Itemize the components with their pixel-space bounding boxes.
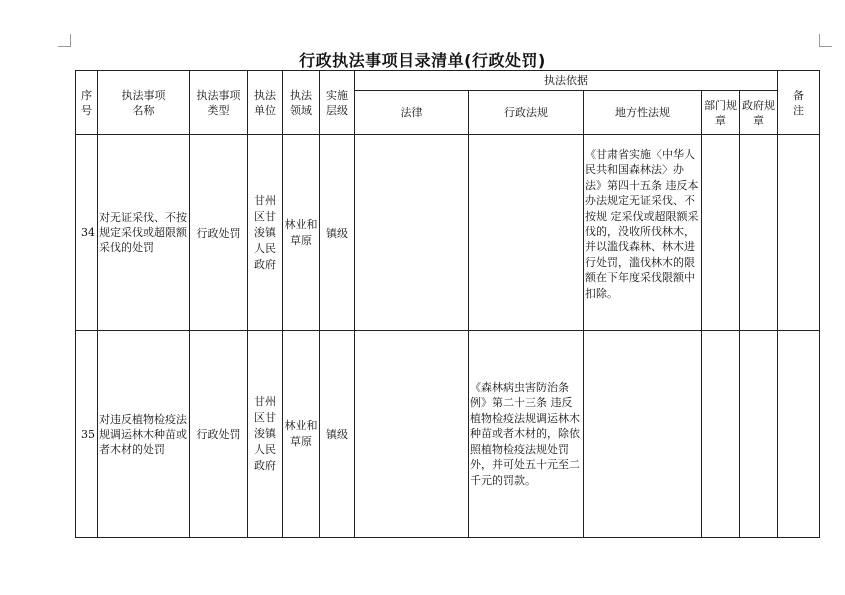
- row-item-type: 行政处罚: [190, 135, 248, 331]
- row-remark: [778, 331, 820, 538]
- header-gov-rule: 政府规章: [740, 91, 778, 135]
- row-local-reg: 《甘肃省实施〈中华人民共和国森林法〉办法》第四十五条 违反本办法规定无证采伐、不按规 定采伐或超限额采伐的，没收所伐林木，并以滥伐森林、林木进行处罚，滥伐林木的限额在下年度采伐限额中扣除。: [584, 135, 702, 331]
- row-item-name: 对无证采伐、不按规定采伐或超限额采伐的处罚: [98, 135, 190, 331]
- header-dept-rule: 部门规章: [702, 91, 740, 135]
- row-unit: 甘州区甘浚镇人民政府: [248, 331, 283, 538]
- page-corner-mark-top-left: [58, 34, 71, 47]
- row-gov-rule: [740, 331, 778, 538]
- header-unit: 执法单位: [248, 71, 283, 135]
- document-title: 行政执法事项目录清单(行政处罚): [299, 51, 546, 70]
- table-row: [76, 331, 820, 538]
- row-local-reg: [584, 331, 702, 538]
- header-seq: 序号: [76, 71, 98, 135]
- page-corner-mark-top-right: [819, 34, 832, 47]
- row-admin-reg: 《森林病虫害防治条例》第二十三条 违反植物检疫法规调运林木种苗或者木材的，除依照植物检疫法规处罚外，并可处五十元至二千元的罚款。: [469, 331, 584, 538]
- row-dept-rule: [702, 135, 740, 331]
- header-level: 实施层级: [320, 71, 355, 135]
- table-row: [76, 135, 820, 331]
- header-remark: 备注: [778, 71, 820, 135]
- row-dept-rule: [702, 331, 740, 538]
- row-item-type: 行政处罚: [190, 331, 248, 538]
- row-law: [355, 135, 469, 331]
- row-level: 镇级: [320, 331, 355, 538]
- header-basis: 执法依据: [355, 71, 778, 91]
- row-law: [355, 331, 469, 538]
- header-law: 法律: [355, 91, 469, 135]
- header-admin-reg: 行政法规: [469, 91, 584, 135]
- enforcement-items-table: [75, 70, 820, 538]
- header-field: 执法领域: [283, 71, 320, 135]
- row-gov-rule: [740, 135, 778, 331]
- row-level: 镇级: [320, 135, 355, 331]
- row-unit: 甘州区甘浚镇人民政府: [248, 135, 283, 331]
- header-item-type: 执法事项类型: [190, 71, 248, 135]
- row-remark: [778, 135, 820, 331]
- row-item-name: 对违反植物检疫法规调运林木种苗或者木材的处罚: [98, 331, 190, 538]
- header-row-top: [76, 71, 820, 91]
- row-admin-reg: [469, 135, 584, 331]
- header-item-name: 执法事项名称: [98, 71, 190, 135]
- row-seq: 35: [76, 331, 98, 538]
- row-field: 林业和草原: [283, 135, 320, 331]
- header-local-reg: 地方性法规: [584, 91, 702, 135]
- row-field: 林业和草原: [283, 331, 320, 538]
- row-seq: 34: [76, 135, 98, 331]
